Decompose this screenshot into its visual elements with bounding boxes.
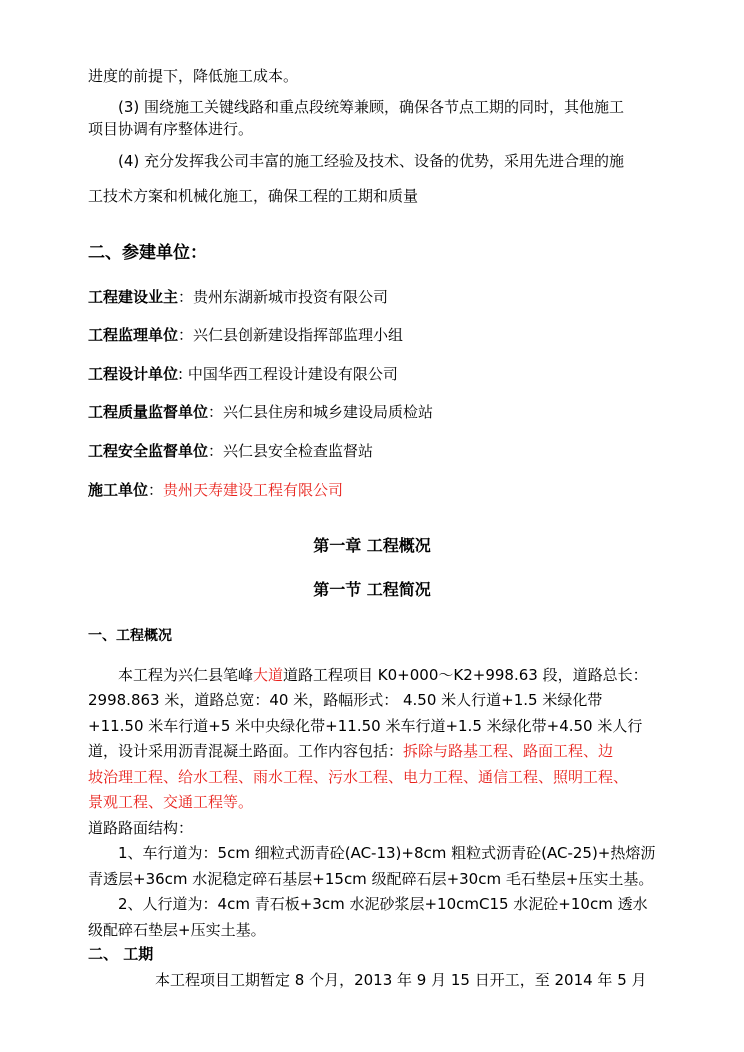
- carriageway-line-1: 1、车行道为：5cm 细粒式沥青砼(AC-13)+8cm 粗粒式沥青砼(AC-25)+热熔沥: [118, 844, 656, 862]
- unit-label: 施工单位: [88, 481, 149, 499]
- item-4-line-1: (4) 充分发挥我公司丰富的施工经验及技术、设备的优势，采用先进合理的施: [118, 152, 625, 170]
- overview-line-4: [88, 740, 613, 762]
- unit-sep: ：: [178, 326, 194, 344]
- section-title: 第一节 工程简况: [313, 580, 431, 599]
- overview-line-2: 2998.863 米，道路总宽：40 米，路幅形式： 4.50 米人行道+1.5 米绿化带: [88, 691, 603, 709]
- unit-value: 兴仁县创新建设指挥部监理小组: [193, 326, 404, 344]
- unit-sep: ：: [148, 481, 164, 499]
- unit-sep: ：: [208, 403, 224, 421]
- chapter-title: 第一章 工程概况: [313, 536, 431, 555]
- subsection-heading-schedule: 二、 工期: [88, 945, 154, 963]
- item-3-line-1: (3) 围绕施工关键线路和重点段统筹兼顾，确保各节点工期的同时，其他施工: [118, 98, 625, 116]
- text-run: 本工程为兴仁县笔峰: [118, 666, 254, 684]
- sidewalk-line-2: 级配碎石垫层+压实土基。: [88, 921, 266, 939]
- unit-row-designer: [88, 363, 398, 385]
- overview-line-1: [118, 664, 648, 686]
- unit-label: 工程设计单位: [88, 365, 179, 383]
- item-3-line-2: 项目协调有序整体进行。: [88, 120, 254, 138]
- unit-value: 兴仁县住房和城乡建设局质检站: [223, 403, 434, 421]
- overview-line-5: 坡治理工程、给水工程、雨水工程、污水工程、电力工程、通信工程、照明工程、: [88, 768, 629, 786]
- text-run: 道路工程项目 K0+000～K2+998.63 段，道路总长：: [283, 666, 648, 684]
- overview-line-6: 景观工程、交通工程等。: [88, 793, 254, 811]
- unit-row-supervisor: [88, 324, 403, 346]
- unit-label: 工程安全监督单位: [88, 442, 209, 460]
- unit-value: 贵州天寿建设工程有限公司: [163, 481, 344, 499]
- carriageway-line-2: 青透层+36cm 水泥稳定碎石基层+15cm 级配碎石层+30cm 毛石垫层+压实土基。: [88, 870, 654, 888]
- unit-row-safety: [88, 440, 373, 462]
- text-run: 道，设计采用沥青混凝土路面。工作内容包括：: [88, 742, 404, 760]
- unit-row-owner: [88, 286, 388, 308]
- highlight-run: 大道: [253, 666, 284, 684]
- unit-value: 贵州东湖新城市投资有限公司: [193, 288, 389, 306]
- overview-line-3: +11.50 米车行道+5 米中央绿化带+11.50 米车行道+1.5 米绿化带+4.50 米人行: [88, 717, 643, 735]
- pavement-structure-label: 道路路面结构：: [88, 819, 194, 837]
- unit-label: 工程建设业主: [88, 288, 179, 306]
- unit-value: 中国华西工程设计建设有限公司: [187, 365, 398, 383]
- unit-label: 工程监理单位: [88, 326, 179, 344]
- unit-row-contractor: [88, 479, 343, 501]
- unit-sep: ：: [208, 442, 224, 460]
- intro-line-1: 进度的前提下，降低施工成本。: [88, 67, 299, 85]
- subsection-heading-overview: 一、工程概况: [88, 628, 172, 644]
- section-heading-participants: 二、参建单位：: [88, 243, 207, 263]
- unit-sep: ：: [178, 288, 194, 306]
- unit-row-quality: [88, 401, 433, 423]
- unit-value: 兴仁县安全检查监督站: [223, 442, 374, 460]
- unit-sep: :: [178, 365, 188, 383]
- sidewalk-line-1: 2、人行道为：4cm 青石板+3cm 水泥砂浆层+10cmC15 水泥砼+10cm 透水: [118, 895, 648, 913]
- item-4-line-2: 工技术方案和机械化施工，确保工程的工期和质量: [88, 187, 419, 205]
- unit-label: 工程质量监督单位: [88, 403, 209, 421]
- schedule-line-1: 本工程项目工期暂定 8 个月，2013 年 9 月 15 日开工，至 2014 年 5 月: [155, 971, 647, 989]
- highlight-run: 拆除与路基工程、路面工程、边: [403, 742, 614, 760]
